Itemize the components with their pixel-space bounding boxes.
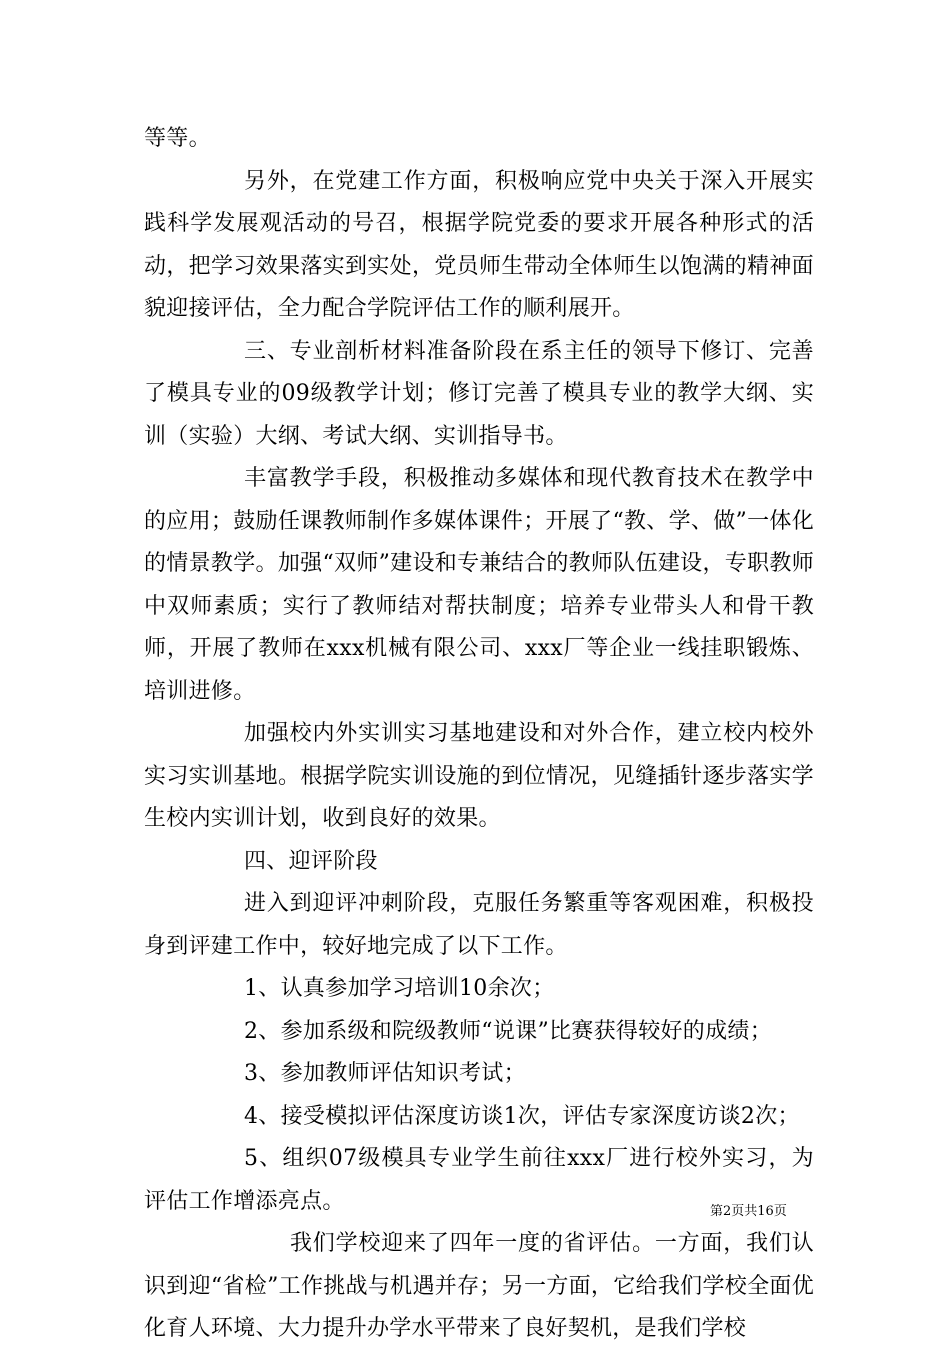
heading-section-four: 四、迎评阶段 bbox=[244, 848, 378, 874]
list-item-3: 3、参加教师评估知识考试； bbox=[244, 1061, 526, 1086]
paragraph-continuation: 等等。 bbox=[144, 126, 211, 151]
list-item-2: 2、参加系级和院级教师“说课”比赛获得较好的成绩； bbox=[244, 1018, 772, 1044]
list-item-1: 1、认真参加学习培训10余次； bbox=[244, 976, 555, 1001]
document-body bbox=[144, 118, 814, 1351]
paragraph-party-building: 另外，在党建工作方面，积极响应党中央关于深入开展实践科学发展观活动的号召，根据学院党委的要求开展各种形式的活动，把学习效果落实到实处，党员师生带动全体师生以饱满的精神面貌迎接评估，全力配合学院评估工作的顺利展开。 bbox=[144, 168, 814, 321]
paragraph-provincial-evaluation: 我们学校迎来了四年一度的省评估。一方面，我们认识到迎“省检”工作挑战与机遇并存；另一方面，它给我们学校全面优化育人环境、大力提升办学水平带来了良好契机，是我们学校 bbox=[144, 1231, 814, 1341]
page-number-footer: 第2页共16页 bbox=[710, 1204, 787, 1219]
paragraph-section-three: 三、专业剖析材料准备阶段在系主任的领导下修订、完善了模具专业的09级教学计划；修订完善了模具专业的教学大纲、实训（实验）大纲、考试大纲、实训指导书。 bbox=[144, 338, 814, 449]
paragraph-training-bases: 加强校内外实训实习基地建设和对外合作，建立校内校外实习实训基地。根据学院实训设施的到位情况，见缝插针逐步落实学生校内实训计划，收到良好的效果。 bbox=[144, 721, 814, 831]
list-item-5: 5、组织07级模具专业学生前往xxx厂进行校外实习，为评估工作增添亮点。 bbox=[144, 1146, 814, 1214]
paragraph-teaching-methods: 丰富教学手段，积极推动多媒体和现代教育技术在教学中的应用；鼓励任课教师制作多媒体课件；开展了“教、学、做”一体化的情景教学。加强“双师”建设和专兼结合的教师队伍建设，专职教师中双师素质；实行了教师结对帮扶制度；培养专业带头人和骨干教师，开展了教师在xxx机械有限公司、xxx厂等企业一线挂职锻炼、培训进修。 bbox=[144, 466, 814, 704]
list-item-4: 4、接受模拟评估深度访谈1次，评估专家深度访谈2次； bbox=[244, 1103, 800, 1129]
paragraph-sprint-stage: 进入到迎评冲刺阶段，克服任务繁重等客观困难，积极投身到评建工作中，较好地完成了以下工作。 bbox=[144, 891, 814, 959]
